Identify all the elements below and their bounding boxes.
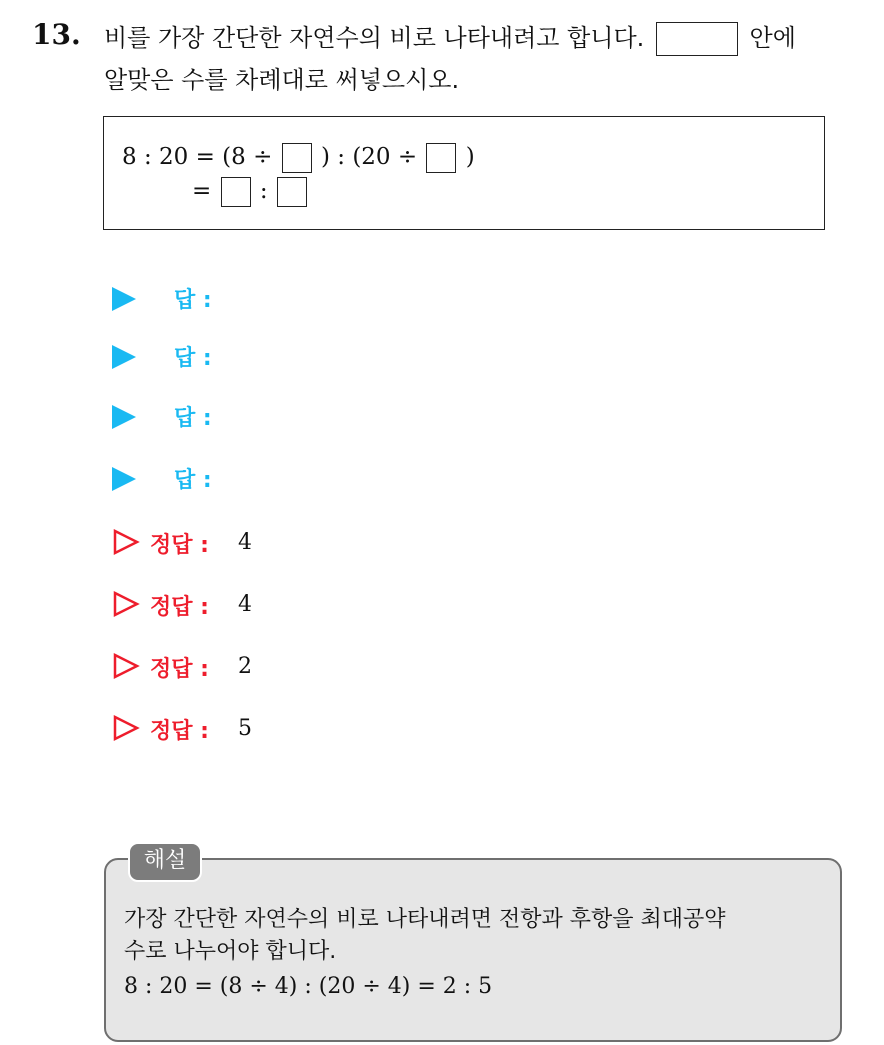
formula-part-a: 8 : 20 = (8 ÷ [122,144,273,170]
blank-box-icon [656,22,738,56]
formula-line1 [122,143,475,173]
formula-part-c: ) [465,144,475,170]
outline-triangle-icon [112,652,140,680]
question-text-part1: 비를 가장 간단한 자연수의 비로 나타내려고 합니다. [104,24,645,52]
correct-value: 5 [238,716,252,741]
explanation-tab: 해설 [128,842,202,882]
question-text-line1 [104,18,796,56]
play-triangle-icon [112,345,136,369]
explanation-line3: 8 : 20 = (8 ÷ 4) : (20 ÷ 4) = 2 : 5 [124,974,493,999]
play-triangle-icon [112,287,136,311]
explanation-line1: 가장 간단한 자연수의 비로 나타내려면 전항과 후항을 최대공약 [124,907,726,932]
correct-label: 정답 : [150,595,209,620]
correct-label: 정답 : [150,719,209,744]
formula-equals: = [192,178,212,204]
formula-colon: : [259,178,268,204]
correct-value: 4 [238,530,252,555]
outline-triangle-icon [112,528,140,556]
formula-box [103,116,825,230]
correct-value: 2 [238,654,252,679]
correct-label: 정답 : [150,533,209,558]
answer-label: 답 : [174,406,212,431]
play-triangle-icon [112,467,136,491]
formula-part-b: ) : (20 ÷ [320,144,418,170]
answer-blank-2[interactable] [426,143,456,173]
answer-row [112,464,136,494]
answer-row [112,342,136,372]
answer-blank-4[interactable] [277,177,307,207]
answer-label: 답 : [174,288,212,313]
answer-label: 답 : [174,468,212,493]
correct-value: 4 [238,592,252,617]
answer-row [112,284,136,314]
explanation-line2: 수로 나누어야 합니다. [124,939,337,964]
answer-label: 답 : [174,346,212,371]
answer-blank-3[interactable] [221,177,251,207]
outline-triangle-icon [112,590,140,618]
answer-blank-1[interactable] [282,143,312,173]
question-number: 13. [32,18,81,51]
answer-row [112,402,136,432]
formula-line2 [192,177,309,207]
play-triangle-icon [112,405,136,429]
question-text-part2: 안에 [749,24,796,52]
question-text-line2: 알맞은 수를 차례대로 써넣으시오. [104,66,460,94]
correct-label: 정답 : [150,657,209,682]
outline-triangle-icon [112,714,140,742]
